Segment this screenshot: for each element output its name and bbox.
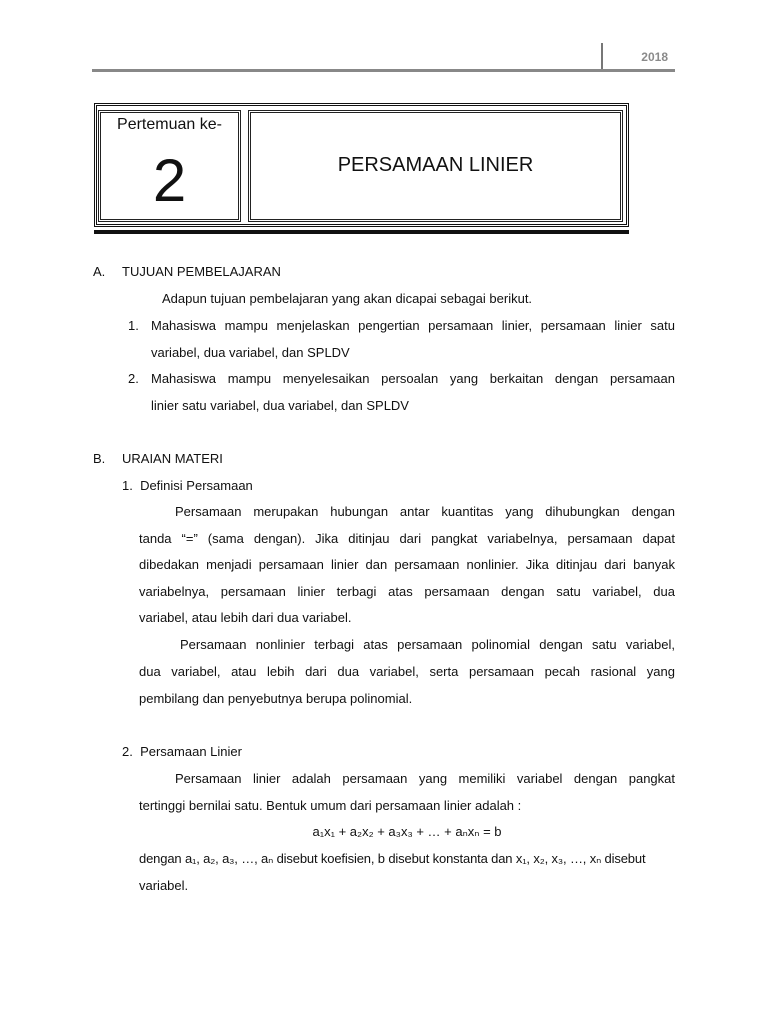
chapter-box-underline [94,230,629,234]
header-year: 2018 [641,50,668,64]
section-b-letter: B. [93,451,106,466]
objective-1-line1: Mahasiswa mampu menjelaskan pengertian persamaan linier, persamaan linier satu [151,318,675,333]
objective-1-number: 1. [128,318,139,333]
section-a-intro: Adapun tujuan pembelajaran yang akan dicapai sebagai berikut. [162,291,533,306]
header-rule [92,69,675,72]
chapter-title: PERSAMAAN LINIER [337,154,534,176]
objective-2-line2: linier satu variabel, dua variabel, dan SPLDV [151,398,409,413]
definition-para1-line4: variabelnya, persamaan linier terbagi atas persamaan dengan satu variabel, dua [139,584,675,599]
definition-para2-line2: dua variabel, atau lebih dari dua variabel, serta persamaan pecah rasional yang [139,664,675,679]
meeting-label: Pertemuan ke- [117,116,222,133]
objective-1-line2: variabel, dua variabel, dan SPLDV [151,345,350,360]
general-equation: a₁x₁ + a₂x₂ + a₃x₃ + … + aₙxₙ = b [312,824,502,839]
linear-para2-line1: dengan a₁, a₂, a₃, …, aₙ disebut koefisien, b disebut konstanta dan x₁, x₂, x₃, …, xₙ disebut [139,851,646,866]
section-a-heading: TUJUAN PEMBELAJARAN [122,264,281,279]
objective-2-line1: Mahasiswa mampu menyelesaikan persoalan yang berkaitan dengan persamaan [151,371,675,386]
meeting-number: 2 [152,147,187,214]
linear-para2-line2: variabel. [139,878,189,893]
section-a-letter: A. [93,264,106,279]
subsection-1-heading: 1. Definisi Persamaan [122,478,253,493]
section-b-heading: URAIAN MATERI [122,451,223,466]
definition-para2-line1: Persamaan nonlinier terbagi atas persamaan polinomial dengan satu variabel, [180,637,675,652]
linear-para1-line2: tertinggi bernilai satu. Bentuk umum dari persamaan linier adalah : [139,798,522,813]
header-divider-vertical [601,43,603,70]
definition-para1-line5: variabel, atau lebih dari dua variabel. [139,610,352,625]
objective-2-number: 2. [128,371,139,386]
definition-para1-line2: tanda “=” (sama dengan). Jika ditinjau dari pangkat variabelnya, persamaan dapat [139,531,675,546]
definition-para2-line3: pembilang dan penyebutnya berupa polinomial. [139,691,413,706]
subsection-2-heading: 2. Persamaan Linier [122,744,242,759]
definition-para1-line1: Persamaan merupakan hubungan antar kuantitas yang dihubungkan dengan [175,504,675,519]
linear-para1-line1: Persamaan linier adalah persamaan yang memiliki variabel dengan pangkat [175,771,675,786]
definition-para1-line3: dibedakan menjadi persamaan linier dan persamaan nonlinier. Jika ditinjau dari banyak [139,557,675,572]
